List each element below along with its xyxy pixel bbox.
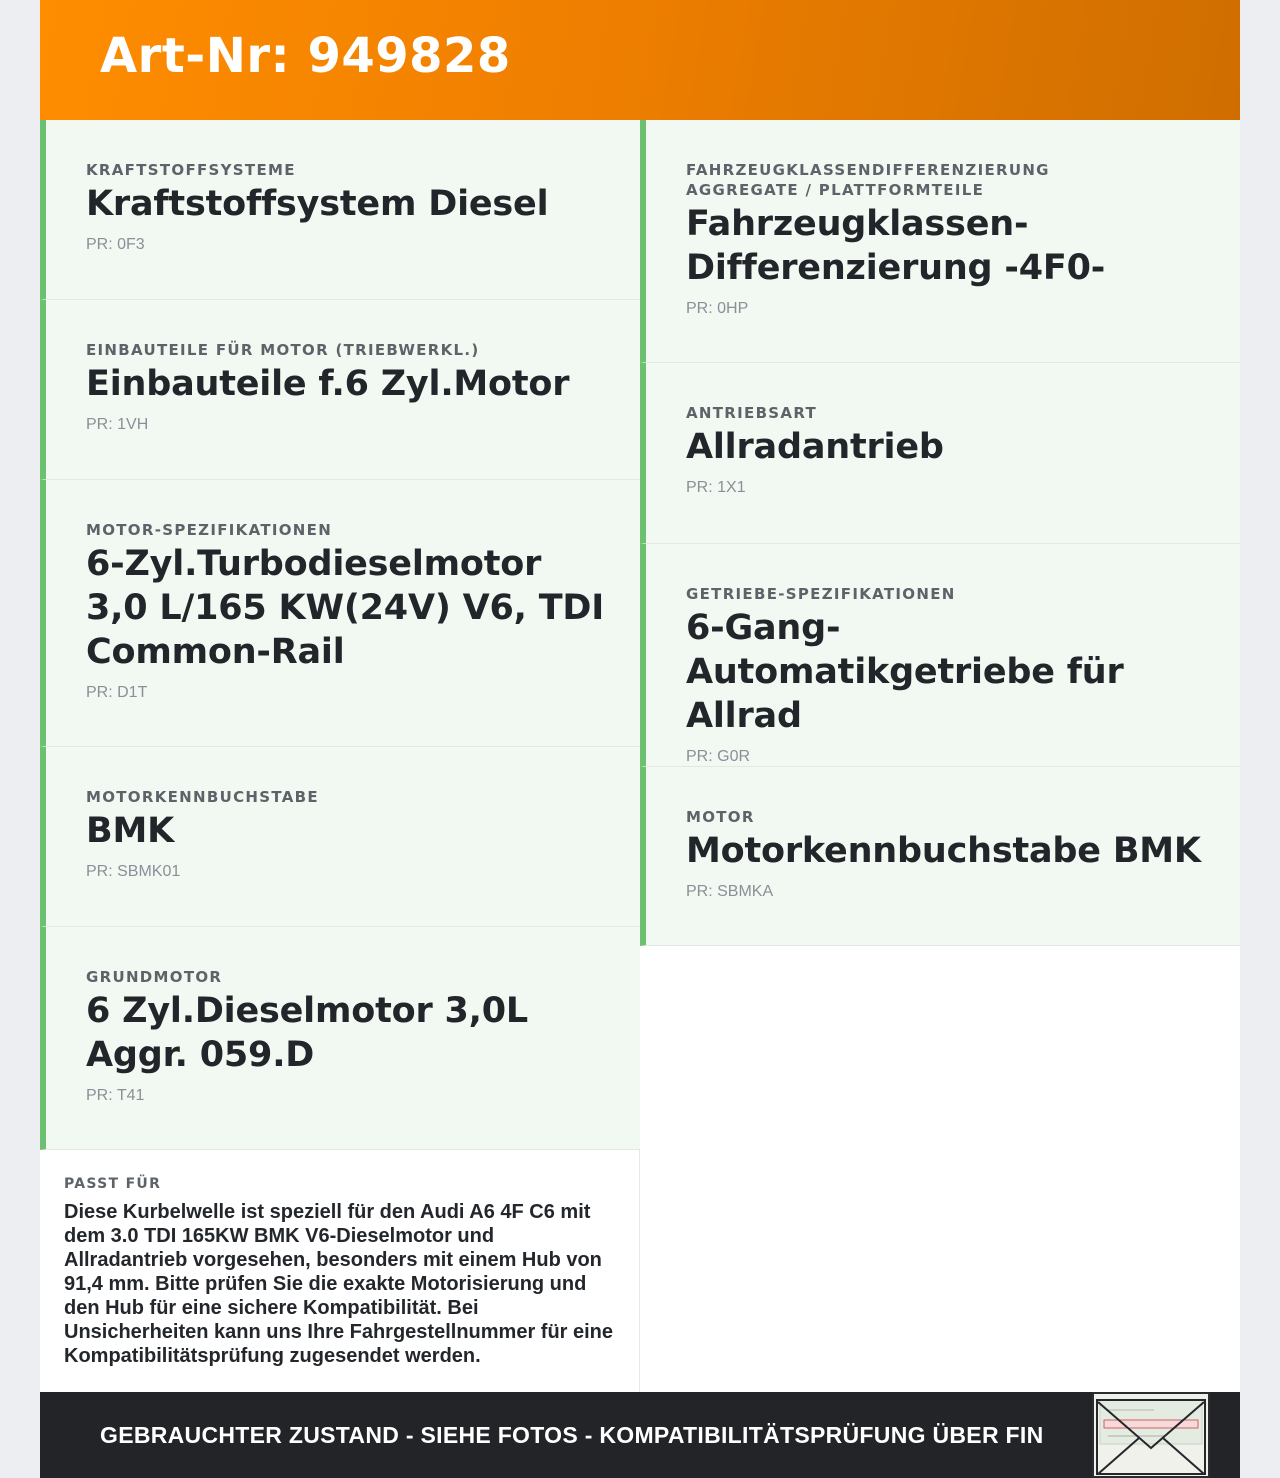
spec-category: KRAFTSTOFFSYSTEME [86,161,296,179]
spec-category: ANTRIEBSART [686,404,818,422]
fits-description: Diese Kurbelwelle ist speziell für den Audi A6 4F C6 mit dem 3.0 TDI 165KW BMK V6-Dieselmotor und Allradantrieb vorgesehen, besonders mit einem Hub von 91,4 mm. Bitte prüfen Sie die exakte Motorisierung und den Hub für eine sichere Kompatibilität. Bei Unsicherheiten kann uns Ihre Fahrgestellnummer für eine Kompatibilitätsprüfung zugesendet werden. [64,1201,614,1367]
spec-card [640,767,1240,946]
spec-card [40,300,640,480]
spec-name: BMK [86,811,175,851]
footer-bar [40,1392,1240,1478]
spec-pr-code: PR: 0HP [686,300,749,317]
spec-name: 6 Zyl.Dieselmotor 3,0L Aggr. 059.D [86,991,529,1075]
spec-pr-code: PR: 1VH [86,416,149,433]
fits-label: PASST FÜR [64,1176,162,1192]
spec-category: MOTOR [686,808,755,826]
spec-category: GRUNDMOTOR [86,968,223,986]
spec-category: GETRIEBE-SPEZIFIKATIONEN [686,585,956,603]
page-title: Art-Nr: 949828 [100,28,511,84]
spec-name: 6-Zyl.Turbodieselmotor 3,0 L/165 KW(24V) V6, TDI Common-Rail [86,544,605,672]
spec-pr-code: PR: G0R [686,748,751,765]
spec-name: 6-Gang-Automatikgetriebe für Allrad [686,608,1124,736]
spec-name: Motorkennbuchstabe BMK [686,831,1201,871]
spec-card [40,927,640,1150]
spec-name: Fahrzeugklassen-Differenzierung -4F0- [686,204,1106,288]
spec-pr-code: PR: SBMK01 [86,863,181,880]
spec-card [640,120,1240,363]
spec-pr-code: PR: 0F3 [86,236,145,253]
footer-notice: GEBRAUCHTER ZUSTAND - SIEHE FOTOS - KOMPATIBILITÄTSPRÜFUNG ÜBER FIN [100,1422,1044,1448]
spec-category: EINBAUTEILE FÜR MOTOR (TRIEBWERKL.) [86,341,480,359]
spec-card [640,363,1240,544]
product-sheet [40,0,1240,1478]
spec-card [640,544,1240,767]
spec-name: Einbauteile f.6 Zyl.Motor [86,364,570,404]
spec-category: MOTOR-SPEZIFIKATIONEN [86,521,333,539]
envelope-icon [1092,1392,1210,1478]
envelope-thumbnail-graphic [1094,1394,1208,1476]
fits-section [40,1150,640,1392]
spec-pr-code: PR: 1X1 [686,479,746,496]
spec-category: MOTORKENNBUCHSTABE [86,788,319,806]
spec-pr-code: PR: D1T [86,684,148,701]
spec-card [40,747,640,927]
spec-name: Allradantrieb [686,427,944,467]
header-banner [40,0,1240,120]
spec-card [40,120,640,300]
spec-pr-code: PR: SBMKA [686,883,774,900]
spec-category: FAHRZEUGKLASSENDIFFERENZIERUNG AGGREGATE / PLATTFORMTEILE [686,161,1050,199]
spec-card [40,480,640,747]
spec-pr-code: PR: T41 [86,1087,145,1104]
spec-name: Kraftstoffsystem Diesel [86,184,549,224]
